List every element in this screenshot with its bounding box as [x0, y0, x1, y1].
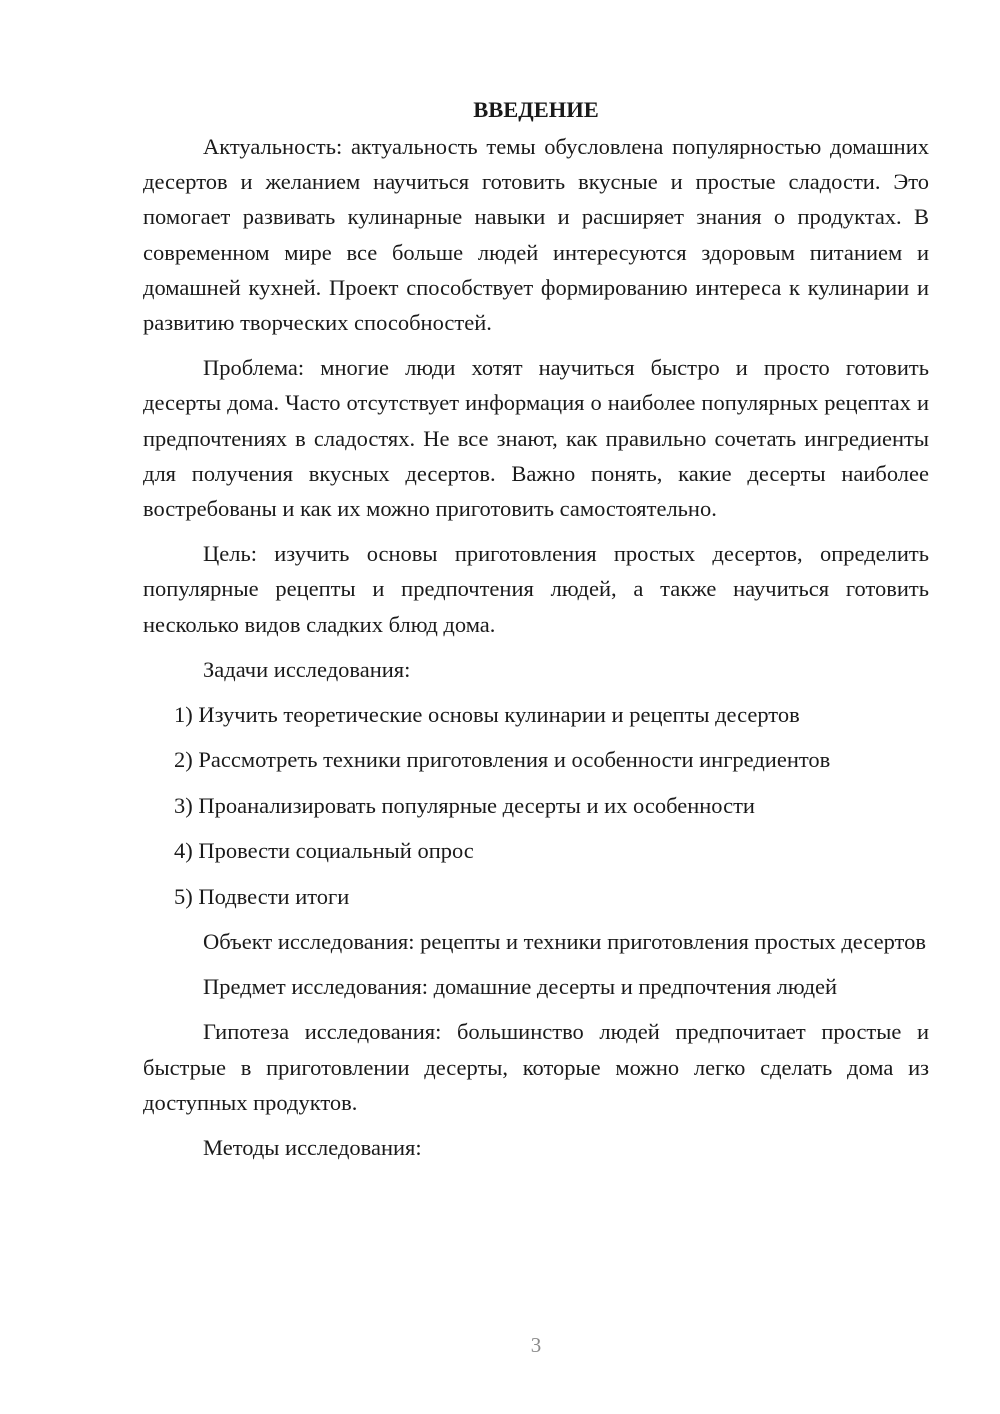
task-item: 2) Рассмотреть техники приготовления и особенности ингредиентов — [174, 747, 831, 773]
section-heading: ВВЕДЕНИЕ — [473, 97, 599, 122]
relevance-paragraph: Актуальность: актуальность темы обусловлена популярностью домашних десертов и желанием научиться готовить вкусные и простые сладости. Это помогает развивать кулинарные навыки и расширяет знания о продуктах. В современном мире все больше людей интересуются здоровым питанием и домашней кухней. Проект способствует формированию интереса к кулинарии и развитию творческих способностей. — [143, 134, 929, 336]
goal-paragraph: Цель: изучить основы приготовления простых десертов, определить популярные рецепты и предпочтения людей, а также научиться готовить несколько видов сладких блюд дома. — [143, 541, 929, 637]
tasks-list — [143, 697, 929, 914]
problem-paragraph: Проблема: многие люди хотят научиться быстро и просто готовить десерты дома. Часто отсутствует информация о наиболее популярных рецептах и предпочтениях в сладостях. Не все знают, как правильно сочетать ингредиенты для получения вкусных десертов. Важно понять, какие десерты наиболее востребованы и как их можно приготовить самостоятельно. — [143, 355, 929, 522]
tasks-label: Задачи исследования: — [203, 656, 411, 682]
hypothesis-paragraph: Гипотеза исследования: большинство людей предпочитает простые и быстрые в приготовлении десерты, которые можно легко сделать дома из доступных продуктов. — [143, 1019, 929, 1115]
task-item: 4) Провести социальный опрос — [174, 838, 474, 864]
page-number: 3 — [530, 1333, 542, 1357]
page-content — [143, 92, 929, 1175]
task-item: 5) Подвести итоги — [174, 883, 350, 909]
object-paragraph: Объект исследования: рецепты и техники приготовления простых десертов — [203, 929, 926, 954]
methods-label: Методы исследования: — [203, 1135, 422, 1161]
task-item: 3) Проанализировать популярные десерты и их особенности — [174, 792, 755, 818]
subject-paragraph: Предмет исследования: домашние десерты и предпочтения людей — [203, 974, 838, 1000]
task-item: 1) Изучить теоретические основы кулинарии и рецепты десертов — [174, 702, 800, 728]
